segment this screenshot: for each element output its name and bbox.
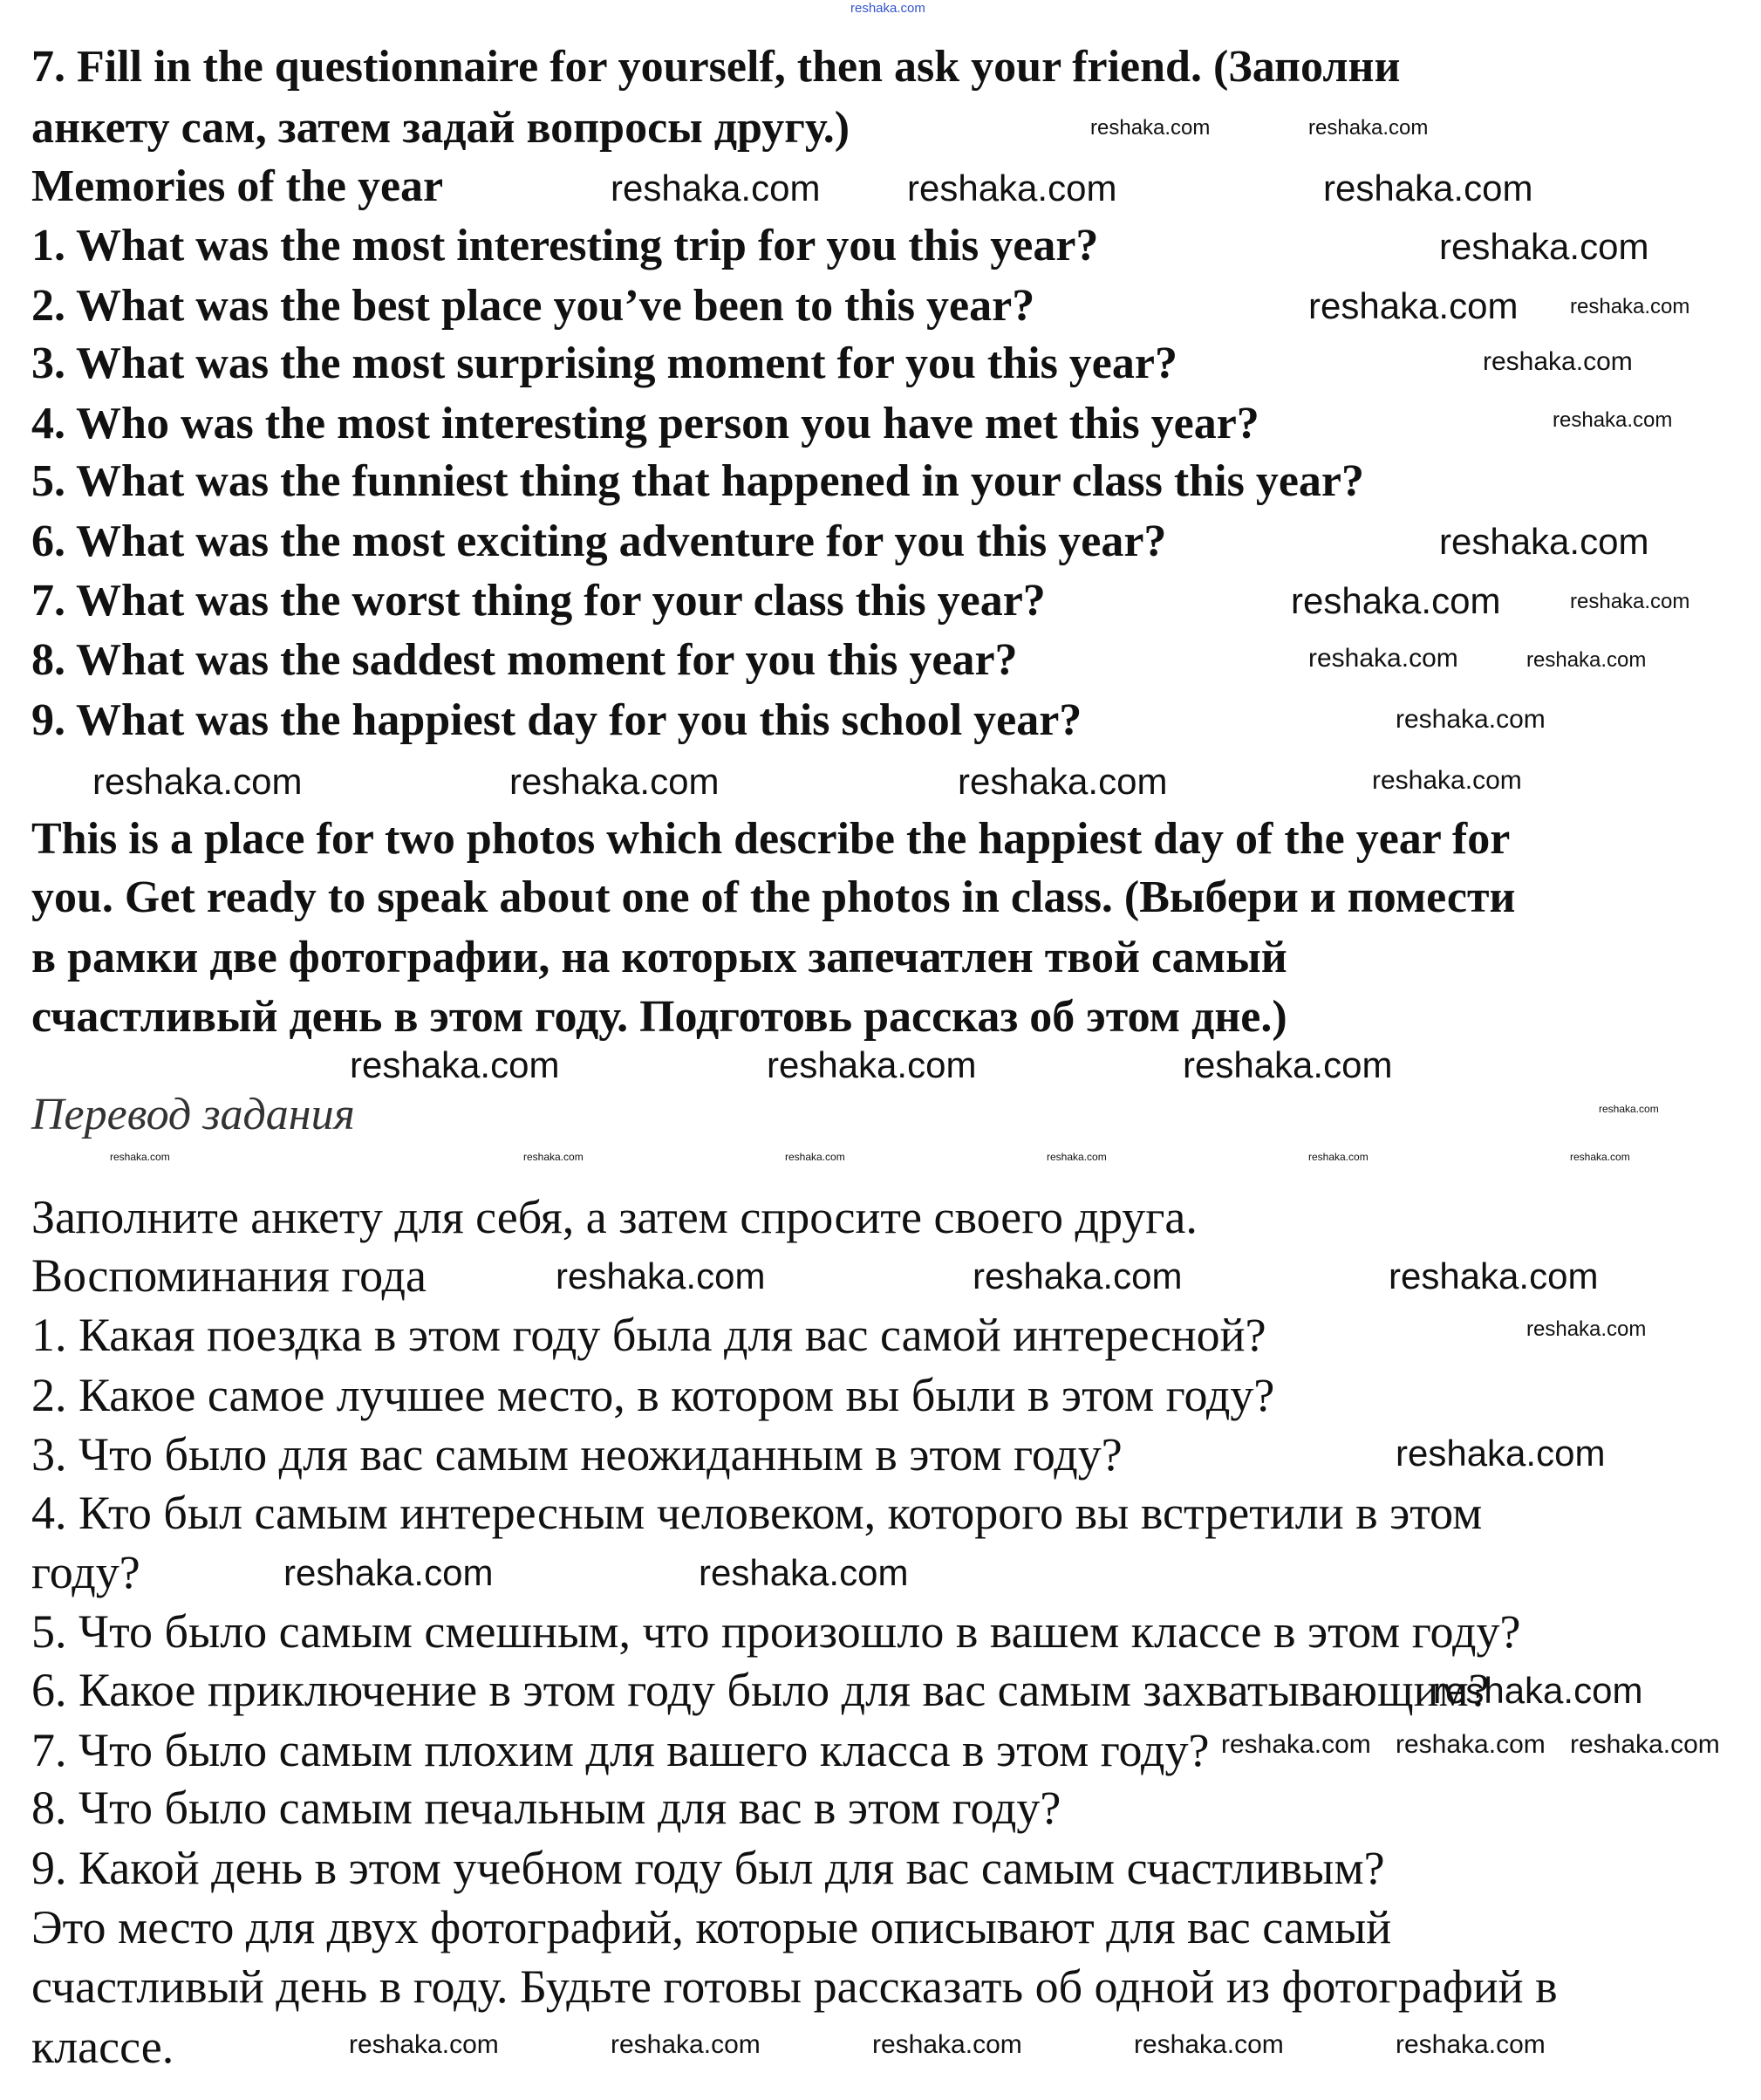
translation-question: 4. Кто был самым интересным человеком, которого вы встретили в этом [31, 1487, 1483, 1539]
watermark: reshaka.com [973, 1255, 1183, 1296]
watermark: reshaka.com [523, 1151, 584, 1163]
watermark: reshaka.com [1570, 295, 1690, 318]
watermark: reshaka.com [785, 1151, 845, 1163]
watermark: reshaka.com [1526, 1317, 1647, 1341]
watermark: reshaka.com [850, 1, 925, 16]
watermark: reshaka.com [1570, 1730, 1720, 1759]
watermark: reshaka.com [767, 1044, 977, 1085]
translation-photo-text: Это место для двух фотографий, которые описывают для вас самый [31, 1901, 1392, 1953]
question-item: 3. What was the most surprising moment for you this year? [31, 339, 1177, 388]
watermark: reshaka.com [1323, 168, 1533, 209]
watermark: reshaka.com [907, 168, 1117, 209]
watermark: reshaka.com [1396, 705, 1546, 734]
watermark: reshaka.com [1090, 116, 1211, 140]
watermark: reshaka.com [872, 2030, 1022, 2059]
watermark: reshaka.com [1526, 648, 1647, 672]
watermark: reshaka.com [1047, 1151, 1107, 1163]
question-item: 6. What was the most exciting adventure for you this year? [31, 516, 1167, 566]
question-item: 1. What was the most interesting trip for you this year? [31, 221, 1099, 270]
translation-question: 6. Какое приключение в этом году было для вас самым захватывающим? [31, 1664, 1490, 1716]
translation-question: году? [31, 1546, 140, 1598]
watermark: reshaka.com [1570, 590, 1690, 613]
watermark: reshaka.com [1570, 1151, 1630, 1163]
watermark: reshaka.com [556, 1255, 766, 1296]
watermark: reshaka.com [92, 761, 303, 802]
watermark: reshaka.com [1308, 285, 1519, 326]
translation-question: 2. Какое самое лучшее место, в котором вы были в этом году? [31, 1369, 1275, 1421]
translation-question: 9. Какой день в этом учебном году был для вас самым счастливым? [31, 1842, 1385, 1894]
watermark: reshaka.com [611, 2030, 761, 2059]
translation-question: 7. Что было самым плохим для вашего класса в этом году? [31, 1724, 1210, 1776]
question-item: 9. What was the happiest day for you this school year? [31, 695, 1082, 745]
watermark: reshaka.com [1308, 1151, 1369, 1163]
watermark: reshaka.com [1439, 521, 1649, 562]
watermark: reshaka.com [1134, 2030, 1284, 2059]
translation-subtitle: Воспоминания года [31, 1249, 427, 1302]
question-item: 5. What was the funniest thing that happened in your class this year? [31, 456, 1364, 506]
photo-instruction: счастливый день в этом году. Подготовь рассказ об этом дне.) [31, 992, 1287, 1042]
watermark: reshaka.com [1291, 580, 1501, 621]
watermark: reshaka.com [1389, 1255, 1599, 1296]
watermark: reshaka.com [1396, 2030, 1546, 2059]
translation-question: 1. Какая поездка в этом году была для вас самой интересной? [31, 1309, 1266, 1361]
photo-instruction: you. Get ready to speak about one of the photos in class. (Выбери и помести [31, 872, 1516, 922]
translation-question: 8. Что было самым печальным для вас в этом году? [31, 1782, 1061, 1834]
watermark: reshaka.com [611, 168, 821, 209]
questionnaire-subtitle: Memories of the year [31, 161, 444, 211]
watermark: reshaka.com [1372, 766, 1522, 795]
watermark: reshaka.com [283, 1552, 494, 1593]
watermark: reshaka.com [1396, 1433, 1606, 1474]
watermark: reshaka.com [110, 1151, 170, 1163]
watermark: reshaka.com [350, 1044, 560, 1085]
translation-photo-text: классе. [31, 2021, 174, 2073]
watermark: reshaka.com [1308, 644, 1458, 673]
task-title: 7. Fill in the questionnaire for yourself, then ask your friend. (Заполни [31, 42, 1401, 92]
translation-question: 5. Что было самым смешным, что произошло в вашем классе в этом году? [31, 1605, 1521, 1658]
watermark: reshaka.com [509, 761, 720, 802]
question-item: 4. Who was the most interesting person you have met this year? [31, 399, 1259, 448]
task-title-cont: анкету сам, затем задай вопросы другу.) [31, 103, 850, 153]
question-item: 2. What was the best place you’ve been to this year? [31, 281, 1035, 331]
question-item: 8. What was the saddest moment for you this year? [31, 635, 1018, 685]
watermark: reshaka.com [1599, 1103, 1659, 1115]
translation-question: 3. Что было для вас самым неожиданным в этом году? [31, 1428, 1123, 1481]
watermark: reshaka.com [1396, 1730, 1546, 1759]
watermark: reshaka.com [699, 1552, 909, 1593]
photo-instruction: в рамки две фотографии, на которых запечатлен твой самый [31, 933, 1287, 982]
watermark: reshaka.com [1308, 116, 1429, 140]
watermark: reshaka.com [1183, 1044, 1393, 1085]
translation-photo-text: счастливый день в году. Будьте готовы рассказать об одной из фотографий в [31, 1960, 1558, 2013]
watermark: reshaka.com [1433, 1670, 1643, 1711]
translation-heading: Перевод задания [31, 1090, 355, 1139]
question-item: 7. What was the worst thing for your class this year? [31, 576, 1046, 626]
photo-instruction: This is a place for two photos which describe the happiest day of the year for [31, 814, 1511, 864]
watermark: reshaka.com [1483, 347, 1633, 376]
watermark: reshaka.com [349, 2030, 499, 2059]
watermark: reshaka.com [958, 761, 1168, 802]
watermark: reshaka.com [1439, 226, 1649, 267]
watermark: reshaka.com [1553, 408, 1673, 432]
watermark: reshaka.com [1221, 1730, 1371, 1759]
translation-intro: Заполните анкету для себя, а затем спросите своего друга. [31, 1191, 1198, 1243]
